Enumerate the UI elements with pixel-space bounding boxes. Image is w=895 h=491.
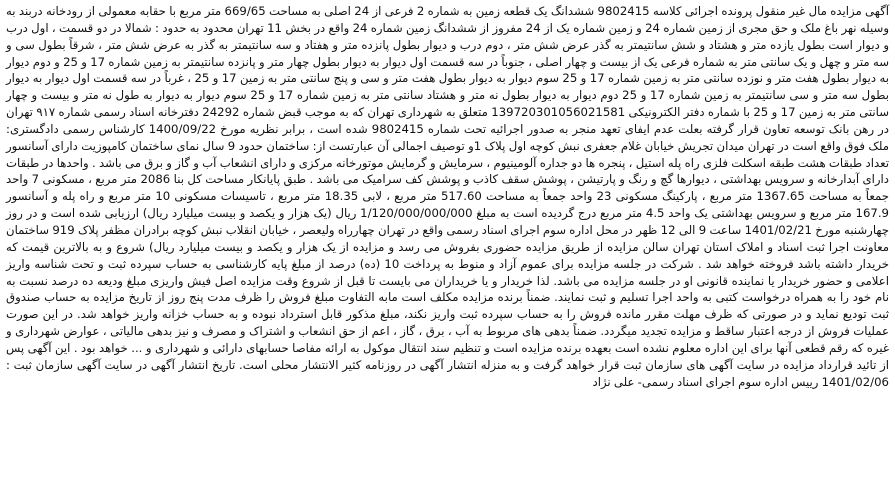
auction-notice-text: آگهی مزایده مال غیر منقول پرونده اجرائی کلاسه 9802415 ششدانگ یک قطعه زمین به شماره 2 فرعی از 24 اصلی به مساحت 669/65 متر مربع با حقابه معمولی از رودخانه دربند به وسیله نهر باغ ملک و حق مجری از زمین شماره 24 و زمین شماره یک از 24 مفروز از ششدانگ زمین شماره 24 واقع در بخش 11 تهران محدود به حدود : شمالا در دو قسمت ، اول درب و دیوار است بطول یازده متر و هشتاد و شش سانتیمتر به گذر عرض شش متر ، دوم درب و دیوار بطول پانزده متر و هفتاد و سه سانتیمتر به گذر به عرض شش متر ، شرقاً بطول سی و سه متر و چهل و یک سانتی متر به شماره فرعی یک از بیست و چهار اصلی ، جنوباً در سه قسمت اول دیوار به دیوار بطول چهار متر و پانزده سانتیمتر به زمین شماره 17 و 25 و دوم دیوار به دیوار بطول هفت متر و نوزده سانتی متر به زمین شماره 17 و 25 سوم دیوار به دیوار بطول هفت متر و سی و پنج سانتی متر به زمین 17 و 25 ، غرباً در سه قسمت اول دیوار به دیوار بطول سه متر و سی سانتیمتر به زمین شماره 17 و 25 دوم دیوار به دیوار بطول نه متر و هشتاد سانتی متر به زمین شماره 17 و 25 سوم دیوار به دیوار به طول نه متر و بیست و چهار سانتی متر به زمین 17 و 25 با شماره دفتر الکترونیکی 139720301056021581 متعلق به شهرداری تهران که به موجب قبض شماره 24292 دفترخانه اسناد رسمی شماره ۹۱۷ تهران در رهن بانک توسعه تعاون قرار گرفته بعلت عدم ایفای تعهد منجر به صدور اجرائیه تحت شماره 9802415 شده است ، برابر نظریه مورخ 1400/09/22 کارشناس رسمی دادگستری: ملک فوق واقع است در تهران میدان تجریش خیابان غلام جعفری نبش کوچه اول پلاک 1و توصیف اجمالی آن عبارتست از: ساختمان حدود 9 سال نمای ساختمان کامپوزیت دارای آسانسور تعداد طبقات هشت طبقه اسکلت فلزی راه پله استیل ، پنجره ها دو جداره آلومینیوم ، سرمایش و گرمایش موتورخانه مرکزی و دارای انشعاب آب و گاز و برق می باشد . واحدها در طبقات دارای آبدارخانه و سرویس بهداشتی ، دیوارها گچ و رنگ و پارتیشن ، پوشش سقف کاذب و پوشش کف سرامیک می باشد . طبق پایانکار مساحت کل بنا 2086 متر مربع ، مسکونی 7 واحد جمعاً به مساحت 1367.65 متر مربع ، پارکینگ مسکونی 23 واحد جمعاً به مساحت 517.60 متر مربع ، لابی 18.35 متر مربع ، تاسیسات مسکونی 10 متر مربع و راه پله و آسانسور 167.9 متر مربع و سرویس بهداشتی یک واحد 4.5 متر مربع درج گردیده است به مبلغ 1/120/000/000/000 ریال (یک هزار و یکصد و بیست میلیارد ریال) ارزیابی شده است و در روز چهارشنبه مورخ 1401/02/21 ساعت 9 الی 12 ظهر در محل اداره سوم اجرای اسناد رسمی واقع در تهران چهارراه ولیعصر ، خیابان انقلاب نبش کوچه برادران مظفر پلاک 919 ساختمان معاونت اجرا ثبت اسناد و املاک استان تهران سالن مزایده از طریق مزایده حضوری بفروش می رسد و مزایده از یک هزار و یکصد و بیست میلیارد ریال) شروع و به بالاترین قیمت که خریدار داشته باشد فروخته خواهد شد . شرکت در جلسه مزایده برای عموم آزاد و منوط به پرداخت 10 (ده) درصد از مبلغ پایه کارشناسی به حساب سپرده ثبت و تحت شناسه واریز اعلامی و حضور خریدار یا نماینده قانونی او در جلسه مزایده می باشد. لذا خریدار و یا خریداران می بایست تا قبل از شروع وقت مزایده اصل فیش واریزی مبلغ ودیعه ده درصد نسبت به نام خود را به همراه درخواست کتبی به واحد اجرا تسلیم و ثبت نمایند. ضمناً برنده مزایده مکلف است مابه التفاوت مبلغ فروش را ظرف مدت پنج روز از تاریخ مزایده به حساب صندوق ثبت تودیع نماید و در صورتی که ظرف مهلت مقرر مانده فروش را به حساب سپرده ثبت واریز نکند، مبلغ مذکور قابل استرداد نبوده و به حساب خزانه واریز خواهد شد. در این صورت عملیات فروش از درجه اعتبار ساقط و مزایده تجدید میگردد. ضمناً بدهی های مربوط به آب ، برق ، گاز ، اعم از حق انشعاب و اشتراک و مصرف و نیز بدهی مالیاتی ، عوارض شهرداری و غیره که رقم قطعی آنها برای این اداره معلوم نشده است بعهده برنده مزایده است و تنظیم سند انتقال موکول به ارائه مفاصا حسابهای دارائی و شهرداری و ... خواهد بود . این آگهی پس از تائید قرارداد مزایده در سایت آگهی های سازمان ثبت قرار خواهد گرفت و به منزله انتشار آگهی در روزنامه کثیر الانتشار محلی است. تاریخ انتشار آگهی در سایت آگهی سازمان ثبت : 1401/02/06 رییس اداره سوم اجرای اسناد رسمی- علی نژاد	[6, 4, 890, 389]
